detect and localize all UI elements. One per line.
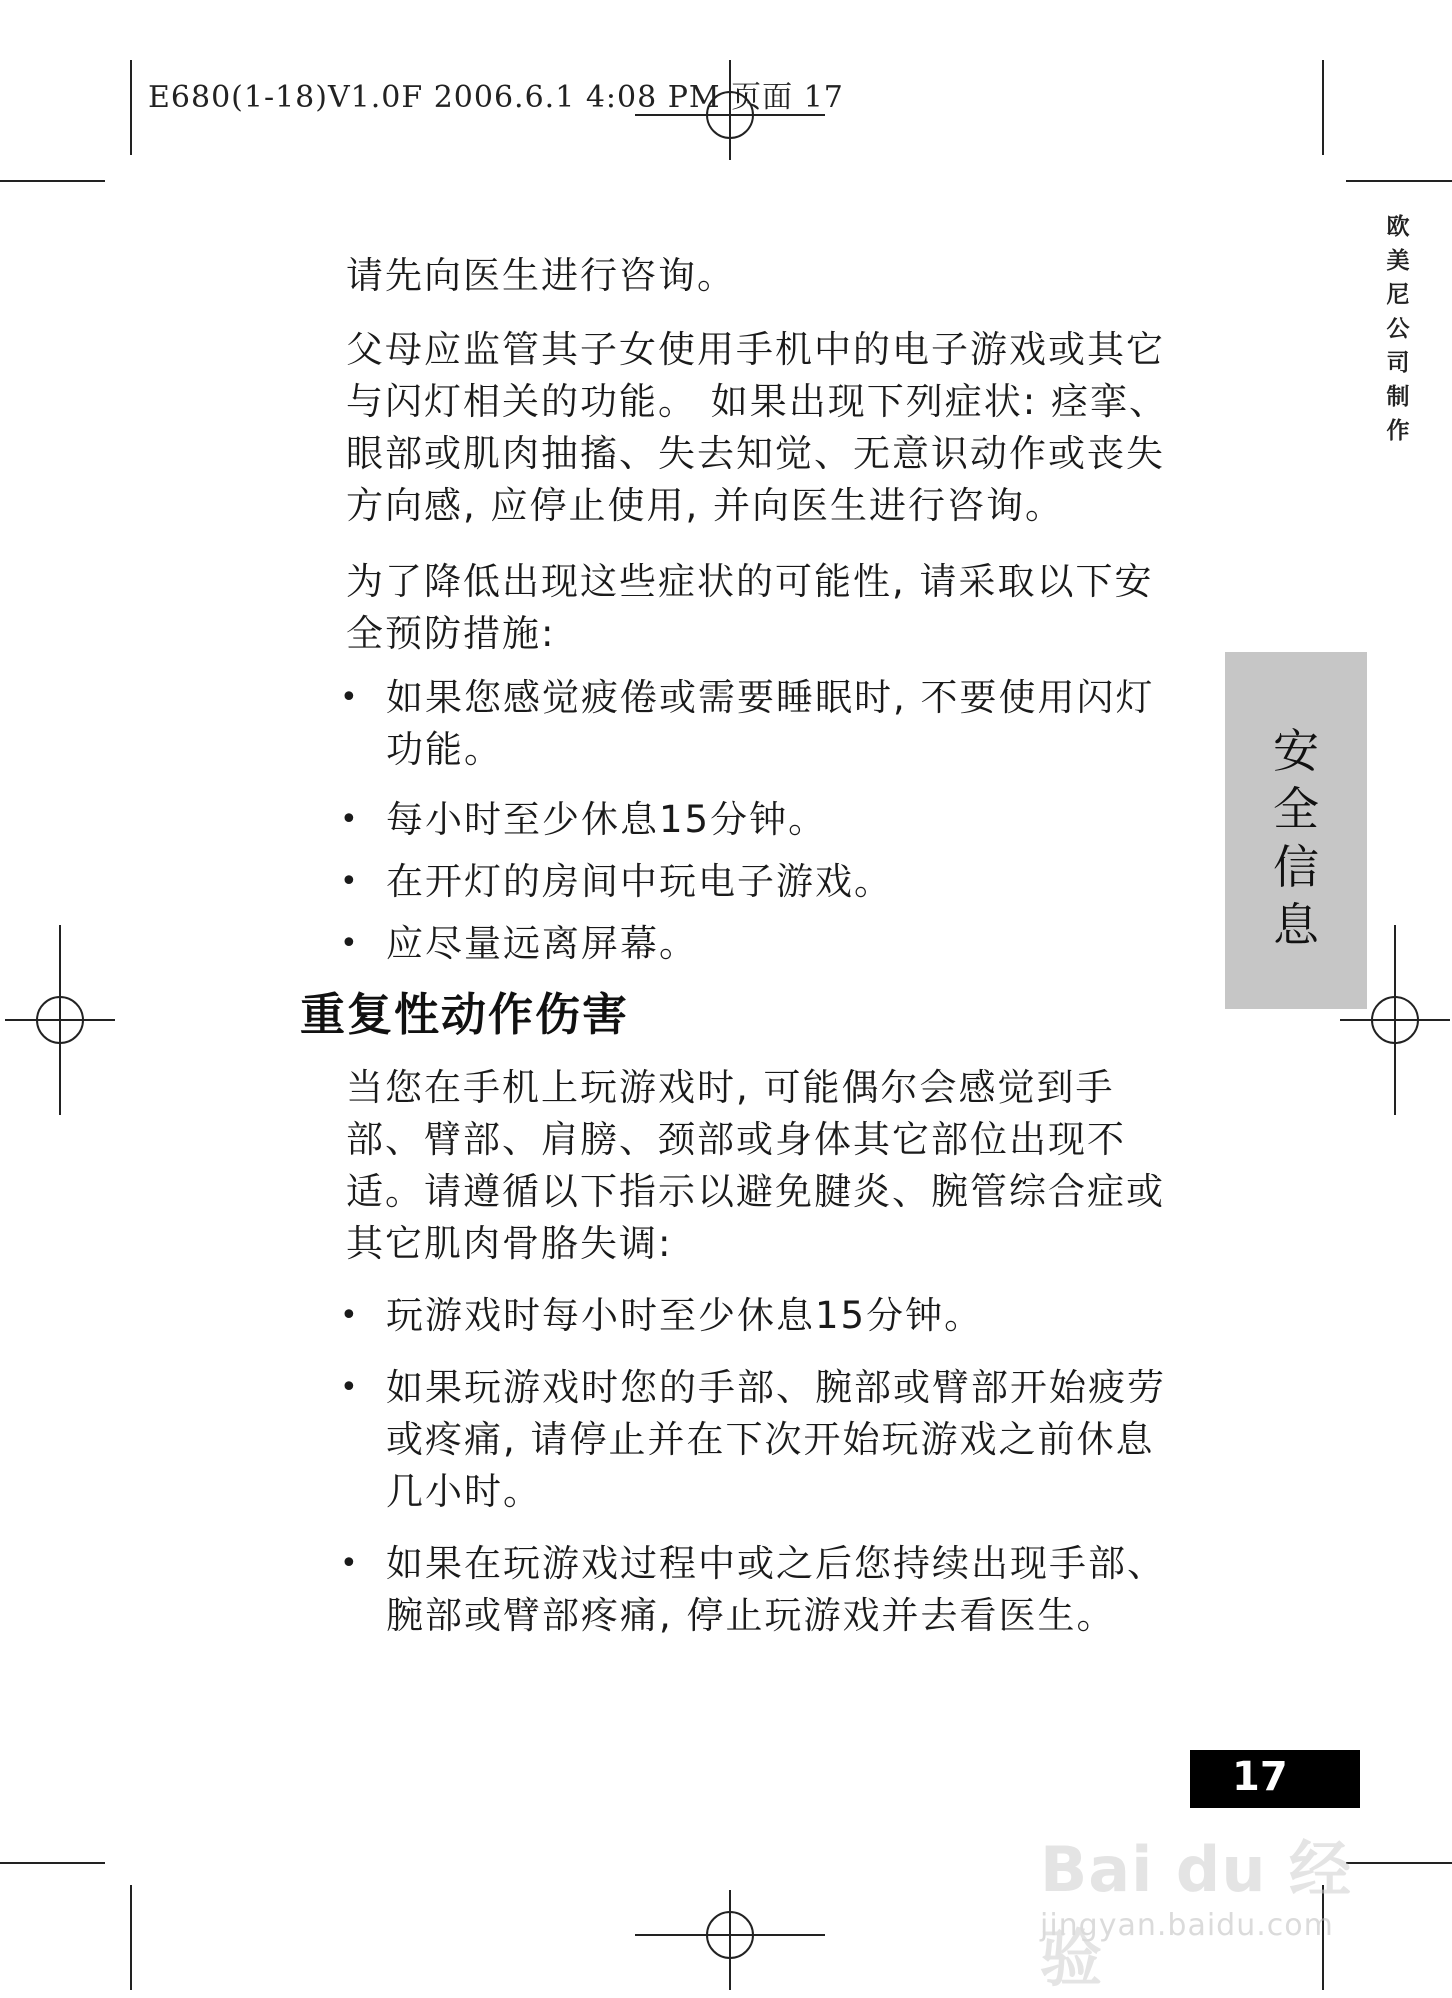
list-item-text: 在开灯的房间中玩电子游戏。 — [386, 860, 893, 903]
section-tab-label: 安全信息 — [1273, 724, 1319, 952]
watermark-logo: Bai du 经验 — [1040, 1833, 1353, 1995]
bullet-icon: • — [340, 802, 360, 837]
list-item — [340, 856, 1190, 908]
page-number-box — [1190, 1750, 1360, 1808]
rsi-guidelines-list — [340, 1290, 1190, 1642]
bullet-icon: • — [340, 926, 360, 961]
bullet-icon: • — [340, 1298, 360, 1333]
bullet-icon: • — [340, 1546, 360, 1581]
watermark-url: jingyan.baidu.com — [1040, 1908, 1334, 1943]
list-item-text: 如果玩游戏时您的手部、腕部或臂部开始疲劳或疼痛, 请停止并在下次开始玩游戏之前休息几小时。 — [386, 1366, 1166, 1513]
section-heading: 重复性动作伤害 — [300, 988, 630, 1041]
section-tab — [1225, 652, 1367, 1009]
watermark — [1030, 1820, 1390, 1995]
bullet-icon: • — [340, 1370, 360, 1405]
bullet-icon: • — [340, 864, 360, 899]
list-item-text: 如果在玩游戏过程中或之后您持续出现手部、腕部或臂部疼痛, 停止玩游戏并去看医生。 — [386, 1542, 1166, 1637]
list-item-text: 玩游戏时每小时至少休息15分钟。 — [386, 1294, 984, 1337]
list-item — [340, 1290, 1190, 1342]
crop-mark-top-left-horizontal — [0, 180, 105, 182]
list-item — [340, 672, 1190, 776]
paragraph-precautions-intro: 为了降低出现这些症状的可能性, 请采取以下安全预防措施: — [346, 560, 1154, 655]
crop-mark-bottom-left-horizontal — [0, 1862, 105, 1864]
page-number: 17 — [1232, 1754, 1288, 1800]
list-item-text: 应尽量远离屏幕。 — [386, 922, 698, 965]
crop-mark-top-right-horizontal — [1346, 180, 1452, 182]
list-item — [340, 1538, 1190, 1642]
paragraph-consult: 请先向医生进行咨询。 — [346, 254, 736, 297]
list-item — [340, 918, 1190, 970]
list-item-text: 如果您感觉疲倦或需要睡眠时, 不要使用闪灯功能。 — [386, 676, 1155, 771]
paragraph-parental-supervision: 父母应监管其子女使用手机中的电子游戏或其它与闪灯相关的功能。 如果出现下列症状: 痉挛、眼部或肌肉抽搐、失去知觉、无意识动作或丧失方向感, 应停止使用, 并向医生进行咨询。 — [346, 328, 1168, 527]
sidebar-company-label: 欧美尼公司制作 — [1386, 214, 1410, 444]
crop-mark-top-left-vertical — [130, 60, 132, 155]
list-item — [340, 794, 1190, 846]
crop-mark-bottom-left-vertical — [130, 1885, 132, 1990]
print-header: E680(1-18)V1.0F 2006.6.1 4:08 PM 页面 17 — [148, 80, 844, 115]
paragraph-rsi-intro: 当您在手机上玩游戏时, 可能偶尔会感觉到手部、臂部、肩膀、颈部或身体其它部位出现不适。请遵循以下指示以避免腱炎、腕管综合症或其它肌肉骨胳失调: — [346, 1066, 1165, 1265]
list-item-text: 每小时至少休息15分钟。 — [386, 798, 828, 841]
crop-mark-top-right-vertical — [1322, 60, 1324, 155]
precautions-list — [340, 672, 1190, 970]
list-item — [340, 1362, 1190, 1518]
bullet-icon: • — [340, 680, 360, 715]
registration-mark-left-icon — [5, 920, 115, 1120]
registration-mark-bottom-icon — [630, 1890, 830, 1990]
